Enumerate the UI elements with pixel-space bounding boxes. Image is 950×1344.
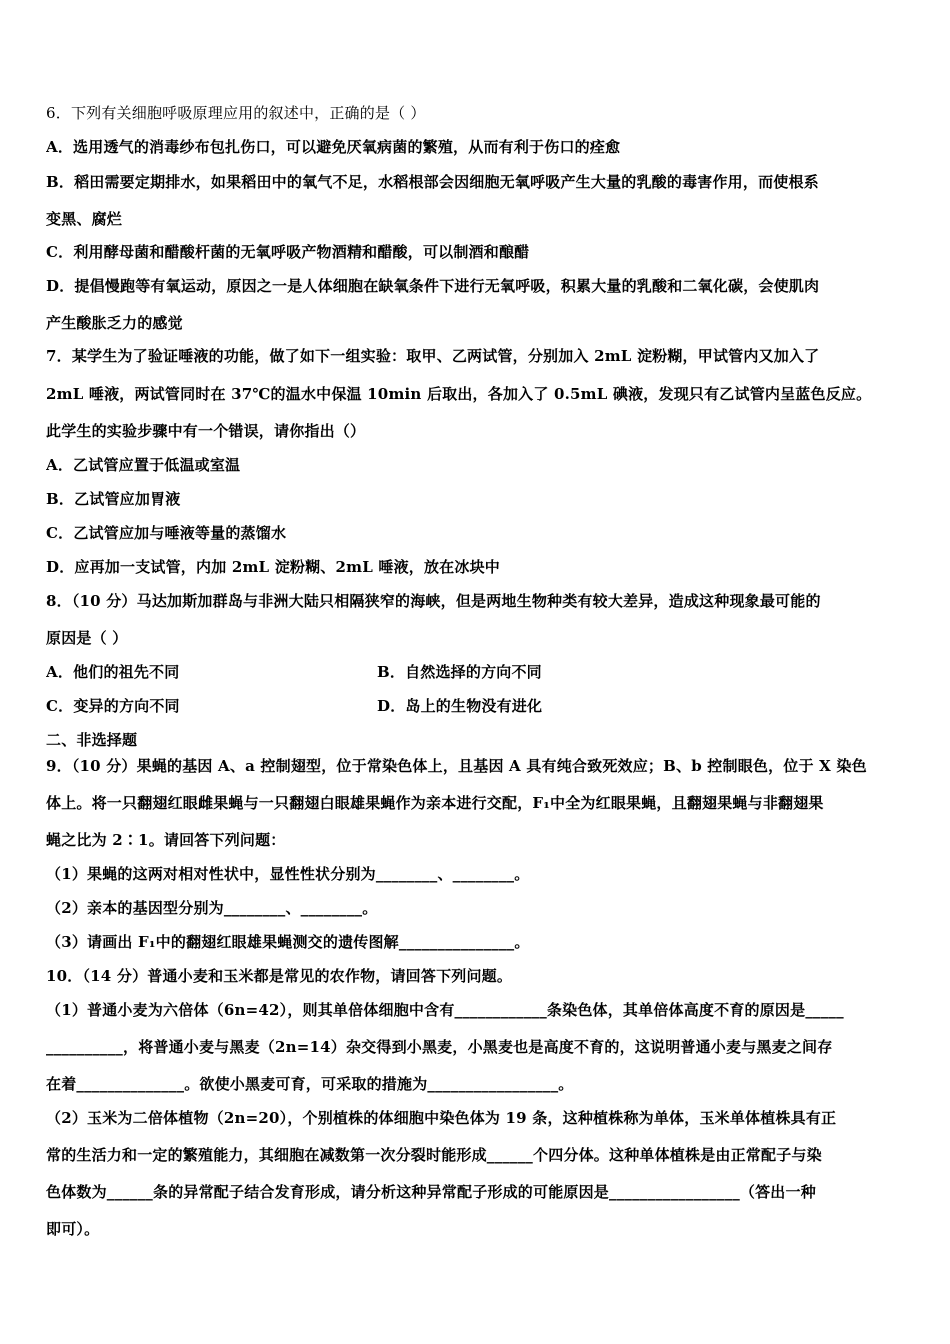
q10-part2-line3: 色体数为______条的异常配子结合发育形成，请分析这种异常配子形成的可能原因是_________________（答出一种 xyxy=(46,1183,816,1201)
q6-option-a: A．选用透气的消毒纱布包扎伤口，可以避免厌氧病菌的繁殖，从而有利于伤口的痊愈 xyxy=(46,138,621,156)
q8-stem-line2: 原因是（ ） xyxy=(46,629,128,647)
q8-option-a: A．他们的祖先不同 xyxy=(46,663,180,681)
q7-option-c: C．乙试管应加与唾液等量的蒸馏水 xyxy=(46,524,287,542)
q7-option-a: A．乙试管应置于低温或室温 xyxy=(46,456,241,474)
q8-stem-line1: 8．（10 分）马达加斯加群岛与非洲大陆只相隔狭窄的海峡，但是两地生物种类有较大差异，造成这种现象最可能的 xyxy=(46,592,821,610)
q9-stem-line2: 体上。将一只翻翅红眼雌果蝇与一只翻翅白眼雄果蝇作为亲本进行交配，F₁中全为红眼果蝇，且翻翅果蝇与非翻翅果 xyxy=(46,794,824,812)
q8-option-b: B．自然选择的方向不同 xyxy=(377,663,542,681)
q9-part2: （2）亲本的基因型分别为________、________。 xyxy=(46,899,378,917)
q10-stem: 10．（14 分）普通小麦和玉米都是常见的农作物，请回答下列问题。 xyxy=(46,967,513,985)
q7-stem-line3: 此学生的实验步骤中有一个错误，请你指出（） xyxy=(46,422,366,440)
q7-stem-line1: 7．某学生为了验证唾液的功能，做了如下一组实验：取甲、乙两试管，分别加入 2mL 淀粉糊，甲试管内又加入了 xyxy=(46,347,820,365)
q7-option-b: B．乙试管应加胃液 xyxy=(46,490,181,508)
q6-option-d-line1: D．提倡慢跑等有氧运动，原因之一是人体细胞在缺氧条件下进行无氧呼吸，积累大量的乳酸和二氧化碳，会使肌肉 xyxy=(46,277,820,295)
section-heading: 二、非选择题 xyxy=(46,731,138,749)
q7-option-d: D．应再加一支试管，内加 2mL 淀粉糊、2mL 唾液，放在冰块中 xyxy=(46,558,500,576)
q10-part2-line2: 常的生活力和一定的繁殖能力，其细胞在减数第一次分裂时能形成______个四分体。这种单体植株是由正常配子与染 xyxy=(46,1146,822,1164)
q9-stem-line1: 9．（10 分）果蝇的基因 A、a 控制翅型，位于常染色体上，且基因 A 具有纯合致死效应；B、b 控制眼色，位于 X 染色 xyxy=(46,757,867,775)
q6-option-c: C．利用酵母菌和醋酸杆菌的无氧呼吸产物酒精和醋酸，可以制酒和酿醋 xyxy=(46,243,530,261)
q8-option-c: C．变异的方向不同 xyxy=(46,697,180,715)
q10-part2-line4: 即可）。 xyxy=(46,1220,100,1238)
q9-part3: （3）请画出 F₁中的翻翅红眼雄果蝇测交的遗传图解_______________。 xyxy=(46,933,530,951)
q10-part1-line2: __________，将普通小麦与黑麦（2n=14）杂交得到小黑麦，小黑麦也是高度不育的，这说明普通小麦与黑麦之间存 xyxy=(46,1038,833,1056)
q6-option-b-line1: B．稻田需要定期排水，如果稻田中的氧气不足，水稻根部会因细胞无氧呼吸产生大量的乳酸的毒害作用，而使根系 xyxy=(46,173,819,191)
q10-part2-line1: （2）玉米为二倍体植物（2n=20），个别植株的体细胞中染色体为 19 条，这种植株称为单体，玉米单体植株具有正 xyxy=(46,1109,837,1127)
q7-stem-line2: 2mL 唾液，两试管同时在 37℃的温水中保温 10min 后取出，各加入了 0.5mL 碘液，发现只有乙试管内呈蓝色反应。 xyxy=(46,385,872,403)
q8-option-d: D．岛上的生物没有进化 xyxy=(377,697,543,715)
q6-stem: 6．下列有关细胞呼吸原理应用的叙述中，正确的是（ ） xyxy=(46,104,426,122)
q9-part1: （1）果蝇的这两对相对性状中，显性性状分别为________、________。 xyxy=(46,865,530,883)
q10-part1-line3: 在着______________。欲使小黑麦可育，可采取的措施为_________________。 xyxy=(46,1075,574,1093)
q6-option-b-line2: 变黑、腐烂 xyxy=(46,210,123,228)
q6-option-d-line2: 产生酸胀乏力的感觉 xyxy=(46,314,183,332)
q9-stem-line3: 蝇之比为 2∶1。请回答下列问题： xyxy=(46,831,286,849)
q10-part1-line1: （1）普通小麦为六倍体（6n=42），则其单倍体细胞中含有____________条染色体，其单倍体高度不育的原因是_____ xyxy=(46,1001,844,1019)
